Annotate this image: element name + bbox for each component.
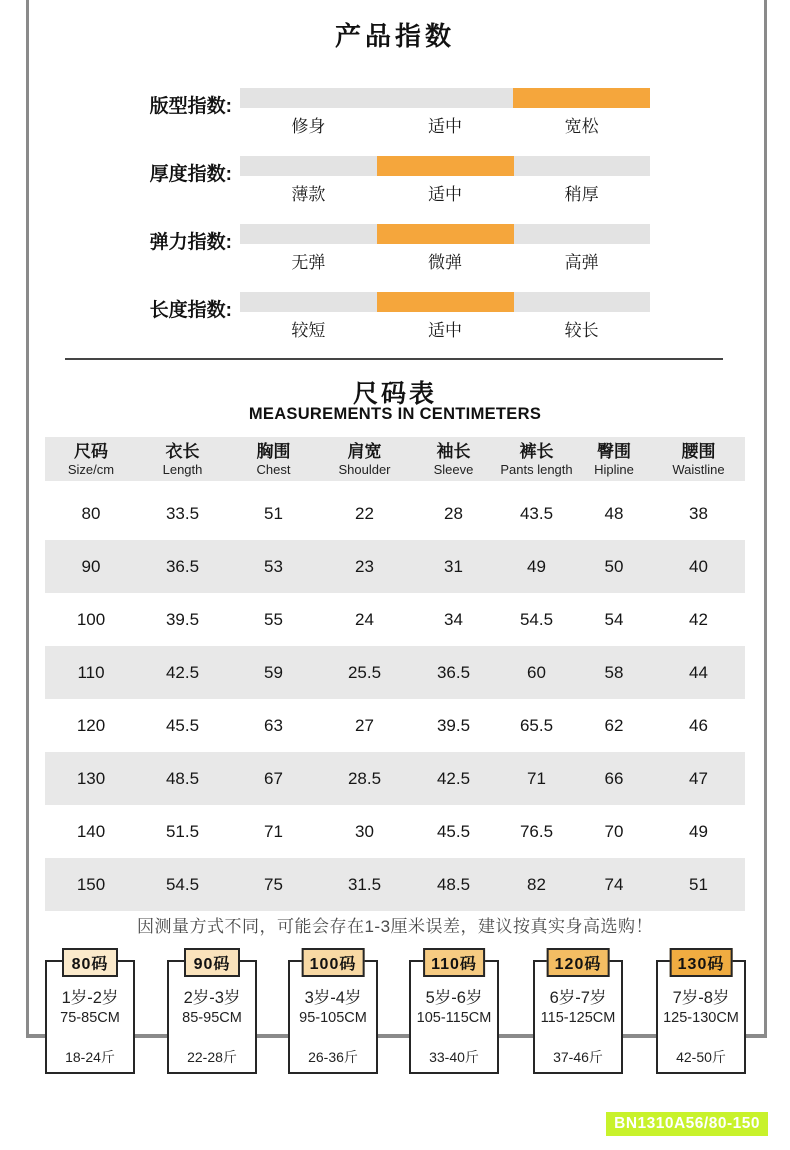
index-option-label: 修身 — [291, 117, 326, 136]
table-cell: 66 — [604, 768, 624, 788]
product-index-title: 产品指数 — [334, 21, 455, 51]
size-card-badge: 80码 — [62, 948, 118, 977]
table-row — [45, 540, 745, 593]
table-cell: 55 — [264, 609, 283, 629]
index-option-labels — [240, 248, 650, 273]
size-card-age-range: 2岁-3岁 — [183, 989, 241, 1007]
size-card-badge: 100码 — [302, 948, 365, 977]
column-header — [652, 442, 745, 477]
column-header-zh: 袖长 — [436, 441, 471, 461]
size-table-body — [45, 487, 745, 911]
index-row-label: 厚度指数: — [149, 164, 232, 185]
table-row — [45, 646, 745, 699]
column-header-en: Hipline — [594, 461, 634, 477]
table-cell: 54.5 — [519, 609, 554, 629]
table-cell: 42.5 — [165, 662, 200, 682]
column-header-en: Sleeve — [433, 461, 474, 477]
size-card-weight-range: 42-50斤 — [676, 1049, 726, 1065]
size-card-badge: 90码 — [184, 948, 240, 977]
table-cell: 28.5 — [347, 768, 382, 788]
table-cell: 48.5 — [436, 874, 471, 894]
size-table — [45, 437, 745, 911]
index-option-label: 较长 — [564, 321, 599, 340]
table-cell: 110 — [77, 662, 105, 682]
table-cell: 71 — [264, 821, 283, 841]
size-card-height-range: 75-85CM — [60, 1010, 120, 1026]
table-cell: 90 — [81, 556, 101, 576]
table-cell: 27 — [355, 715, 374, 735]
table-cell: 150 — [76, 874, 106, 894]
index-option-label: 宽松 — [564, 117, 599, 136]
size-card — [288, 956, 378, 1074]
size-card-height-range: 95-105CM — [299, 1010, 367, 1026]
column-header-zh: 腰围 — [681, 441, 716, 461]
table-cell: 49 — [689, 821, 708, 841]
index-option-label: 高弹 — [564, 253, 599, 272]
table-cell: 140 — [76, 821, 106, 841]
table-cell: 42.5 — [436, 768, 471, 788]
index-bar-active-segment — [513, 88, 650, 108]
column-header-en: Chest — [256, 461, 291, 477]
index-option-label: 适中 — [427, 321, 462, 340]
product-index-row — [0, 288, 790, 350]
table-cell: 31 — [444, 556, 463, 576]
size-card-height-range: 105-115CM — [416, 1010, 492, 1026]
table-cell: 50 — [604, 556, 624, 576]
sku-badge: BN1310A56/80-150 — [606, 1112, 768, 1136]
column-header — [497, 442, 576, 477]
table-cell: 36.5 — [436, 662, 471, 682]
index-option-label: 稍厚 — [564, 185, 599, 204]
table-cell: 60 — [527, 662, 546, 682]
table-cell: 43.5 — [519, 503, 554, 523]
table-cell: 46 — [689, 715, 708, 735]
table-cell: 51 — [264, 503, 283, 523]
column-header-zh: 衣长 — [165, 441, 200, 461]
size-card — [533, 956, 623, 1074]
table-cell: 36.5 — [165, 556, 200, 576]
column-header-zh: 臀围 — [597, 441, 631, 461]
table-cell: 33.5 — [165, 503, 200, 523]
table-cell: 130 — [76, 768, 106, 788]
table-row — [45, 699, 745, 752]
table-cell: 40 — [689, 556, 708, 576]
table-cell: 34 — [444, 609, 463, 629]
table-row — [45, 487, 745, 540]
table-cell: 54.5 — [165, 874, 200, 894]
size-card-weight-range: 33-40斤 — [429, 1049, 479, 1065]
index-bar-track — [240, 156, 650, 176]
size-card-age-range: 5岁-6岁 — [425, 989, 483, 1007]
size-card-badge: 120码 — [547, 948, 610, 977]
table-cell: 28 — [444, 503, 463, 523]
column-header-en: Shoulder — [338, 461, 391, 477]
table-cell: 42 — [689, 609, 708, 629]
section-divider — [65, 358, 723, 360]
table-cell: 51.5 — [165, 821, 200, 841]
table-row — [45, 752, 745, 805]
size-card-age-range: 7岁-8岁 — [672, 989, 730, 1007]
column-header — [319, 442, 410, 477]
table-cell: 45.5 — [165, 715, 200, 735]
size-table-title: 尺码表 — [352, 380, 437, 408]
index-row-label: 弹力指数: — [149, 232, 232, 253]
index-bar-track — [240, 88, 650, 108]
size-card-badge: 110码 — [423, 948, 485, 977]
product-index-row — [0, 220, 790, 282]
size-card-badge: 130码 — [670, 948, 733, 977]
measurement-note: 因测量方式不同，可能会存在1-3厘米误差，建议按真实身高选购！ — [136, 917, 654, 936]
column-header — [576, 442, 652, 477]
table-cell: 25.5 — [347, 662, 382, 682]
table-cell: 62 — [604, 715, 624, 735]
table-cell: 51 — [689, 874, 708, 894]
column-header-zh: 裤长 — [519, 441, 554, 461]
table-cell: 39.5 — [436, 715, 471, 735]
index-bar-active-segment — [377, 156, 514, 176]
table-cell: 47 — [689, 768, 708, 788]
size-card-age-range: 1岁-2岁 — [61, 989, 119, 1007]
index-option-label: 适中 — [427, 185, 462, 204]
table-cell: 53 — [264, 556, 283, 576]
size-card — [656, 956, 746, 1074]
column-header-en: Waistline — [672, 461, 725, 477]
table-cell: 59 — [264, 662, 283, 682]
table-cell: 48.5 — [165, 768, 200, 788]
table-cell: 23 — [355, 556, 374, 576]
table-cell: 76.5 — [519, 821, 554, 841]
table-cell: 82 — [527, 874, 546, 894]
table-cell: 74 — [604, 874, 624, 894]
index-option-label: 较短 — [291, 321, 326, 340]
index-option-label: 薄款 — [291, 185, 326, 204]
table-cell: 63 — [264, 715, 283, 735]
size-card-height-range: 85-95CM — [182, 1010, 242, 1026]
index-row-label: 长度指数: — [149, 300, 232, 321]
table-cell: 65.5 — [519, 715, 554, 735]
table-cell: 54 — [604, 609, 624, 629]
table-row — [45, 858, 745, 911]
table-cell: 120 — [76, 715, 106, 735]
table-cell: 80 — [81, 503, 101, 523]
table-row — [45, 805, 745, 858]
index-bar-active-segment — [377, 224, 514, 244]
index-option-labels — [240, 316, 650, 341]
index-option-labels — [240, 112, 650, 137]
index-row-label: 版型指数: — [149, 96, 232, 117]
column-header-en: Length — [162, 461, 203, 477]
size-card-weight-range: 37-46斤 — [553, 1049, 603, 1065]
table-cell: 31.5 — [347, 874, 382, 894]
table-cell: 38 — [689, 503, 708, 523]
table-cell: 71 — [527, 768, 546, 788]
size-card — [45, 956, 135, 1074]
table-cell: 44 — [689, 662, 708, 682]
size-card-age-range: 3岁-4岁 — [304, 989, 362, 1007]
table-cell: 30 — [355, 821, 374, 841]
column-header-zh: 尺码 — [74, 441, 108, 461]
size-card — [167, 956, 257, 1074]
column-header-en: Size/cm — [67, 461, 115, 477]
index-bar-track — [240, 292, 650, 312]
product-index-section — [0, 0, 790, 360]
column-header — [137, 442, 228, 477]
table-cell: 45.5 — [436, 821, 471, 841]
table-cell: 100 — [76, 609, 106, 629]
size-card-height-range: 115-125CM — [540, 1010, 616, 1026]
size-card-weight-range: 22-28斤 — [187, 1049, 237, 1065]
page-border-bottom — [26, 1034, 767, 1038]
table-cell: 24 — [355, 609, 374, 629]
column-header — [228, 442, 319, 477]
table-cell: 58 — [604, 662, 624, 682]
table-cell: 39.5 — [165, 609, 200, 629]
column-header-zh: 胸围 — [256, 441, 291, 461]
index-option-label: 微弹 — [427, 253, 462, 272]
table-row — [45, 593, 745, 646]
size-card-weight-range: 26-36斤 — [308, 1049, 358, 1065]
index-option-labels — [240, 180, 650, 205]
table-cell: 49 — [527, 556, 546, 576]
table-cell: 48 — [604, 503, 624, 523]
column-header-en: Pants length — [500, 461, 573, 477]
size-card-weight-range: 18-24斤 — [65, 1049, 115, 1065]
index-bar-track — [240, 224, 650, 244]
size-table-subtitle: MEASUREMENTS IN CENTIMETERS — [248, 405, 542, 423]
product-index-row — [0, 152, 790, 214]
table-cell: 67 — [264, 768, 283, 788]
size-card-height-range: 125-130CM — [663, 1010, 739, 1026]
table-cell: 75 — [264, 874, 283, 894]
table-cell: 22 — [355, 503, 374, 523]
index-bar-active-segment — [377, 292, 514, 312]
product-index-row — [0, 84, 790, 146]
column-header — [410, 442, 497, 477]
size-card-age-range: 6岁-7岁 — [549, 989, 607, 1007]
column-header — [45, 442, 137, 477]
size-card — [409, 956, 499, 1074]
index-option-label: 无弹 — [291, 253, 326, 272]
size-table-header-row — [45, 437, 745, 481]
column-header-zh: 肩宽 — [347, 441, 382, 461]
index-option-label: 适中 — [427, 117, 462, 136]
table-cell: 70 — [604, 821, 624, 841]
